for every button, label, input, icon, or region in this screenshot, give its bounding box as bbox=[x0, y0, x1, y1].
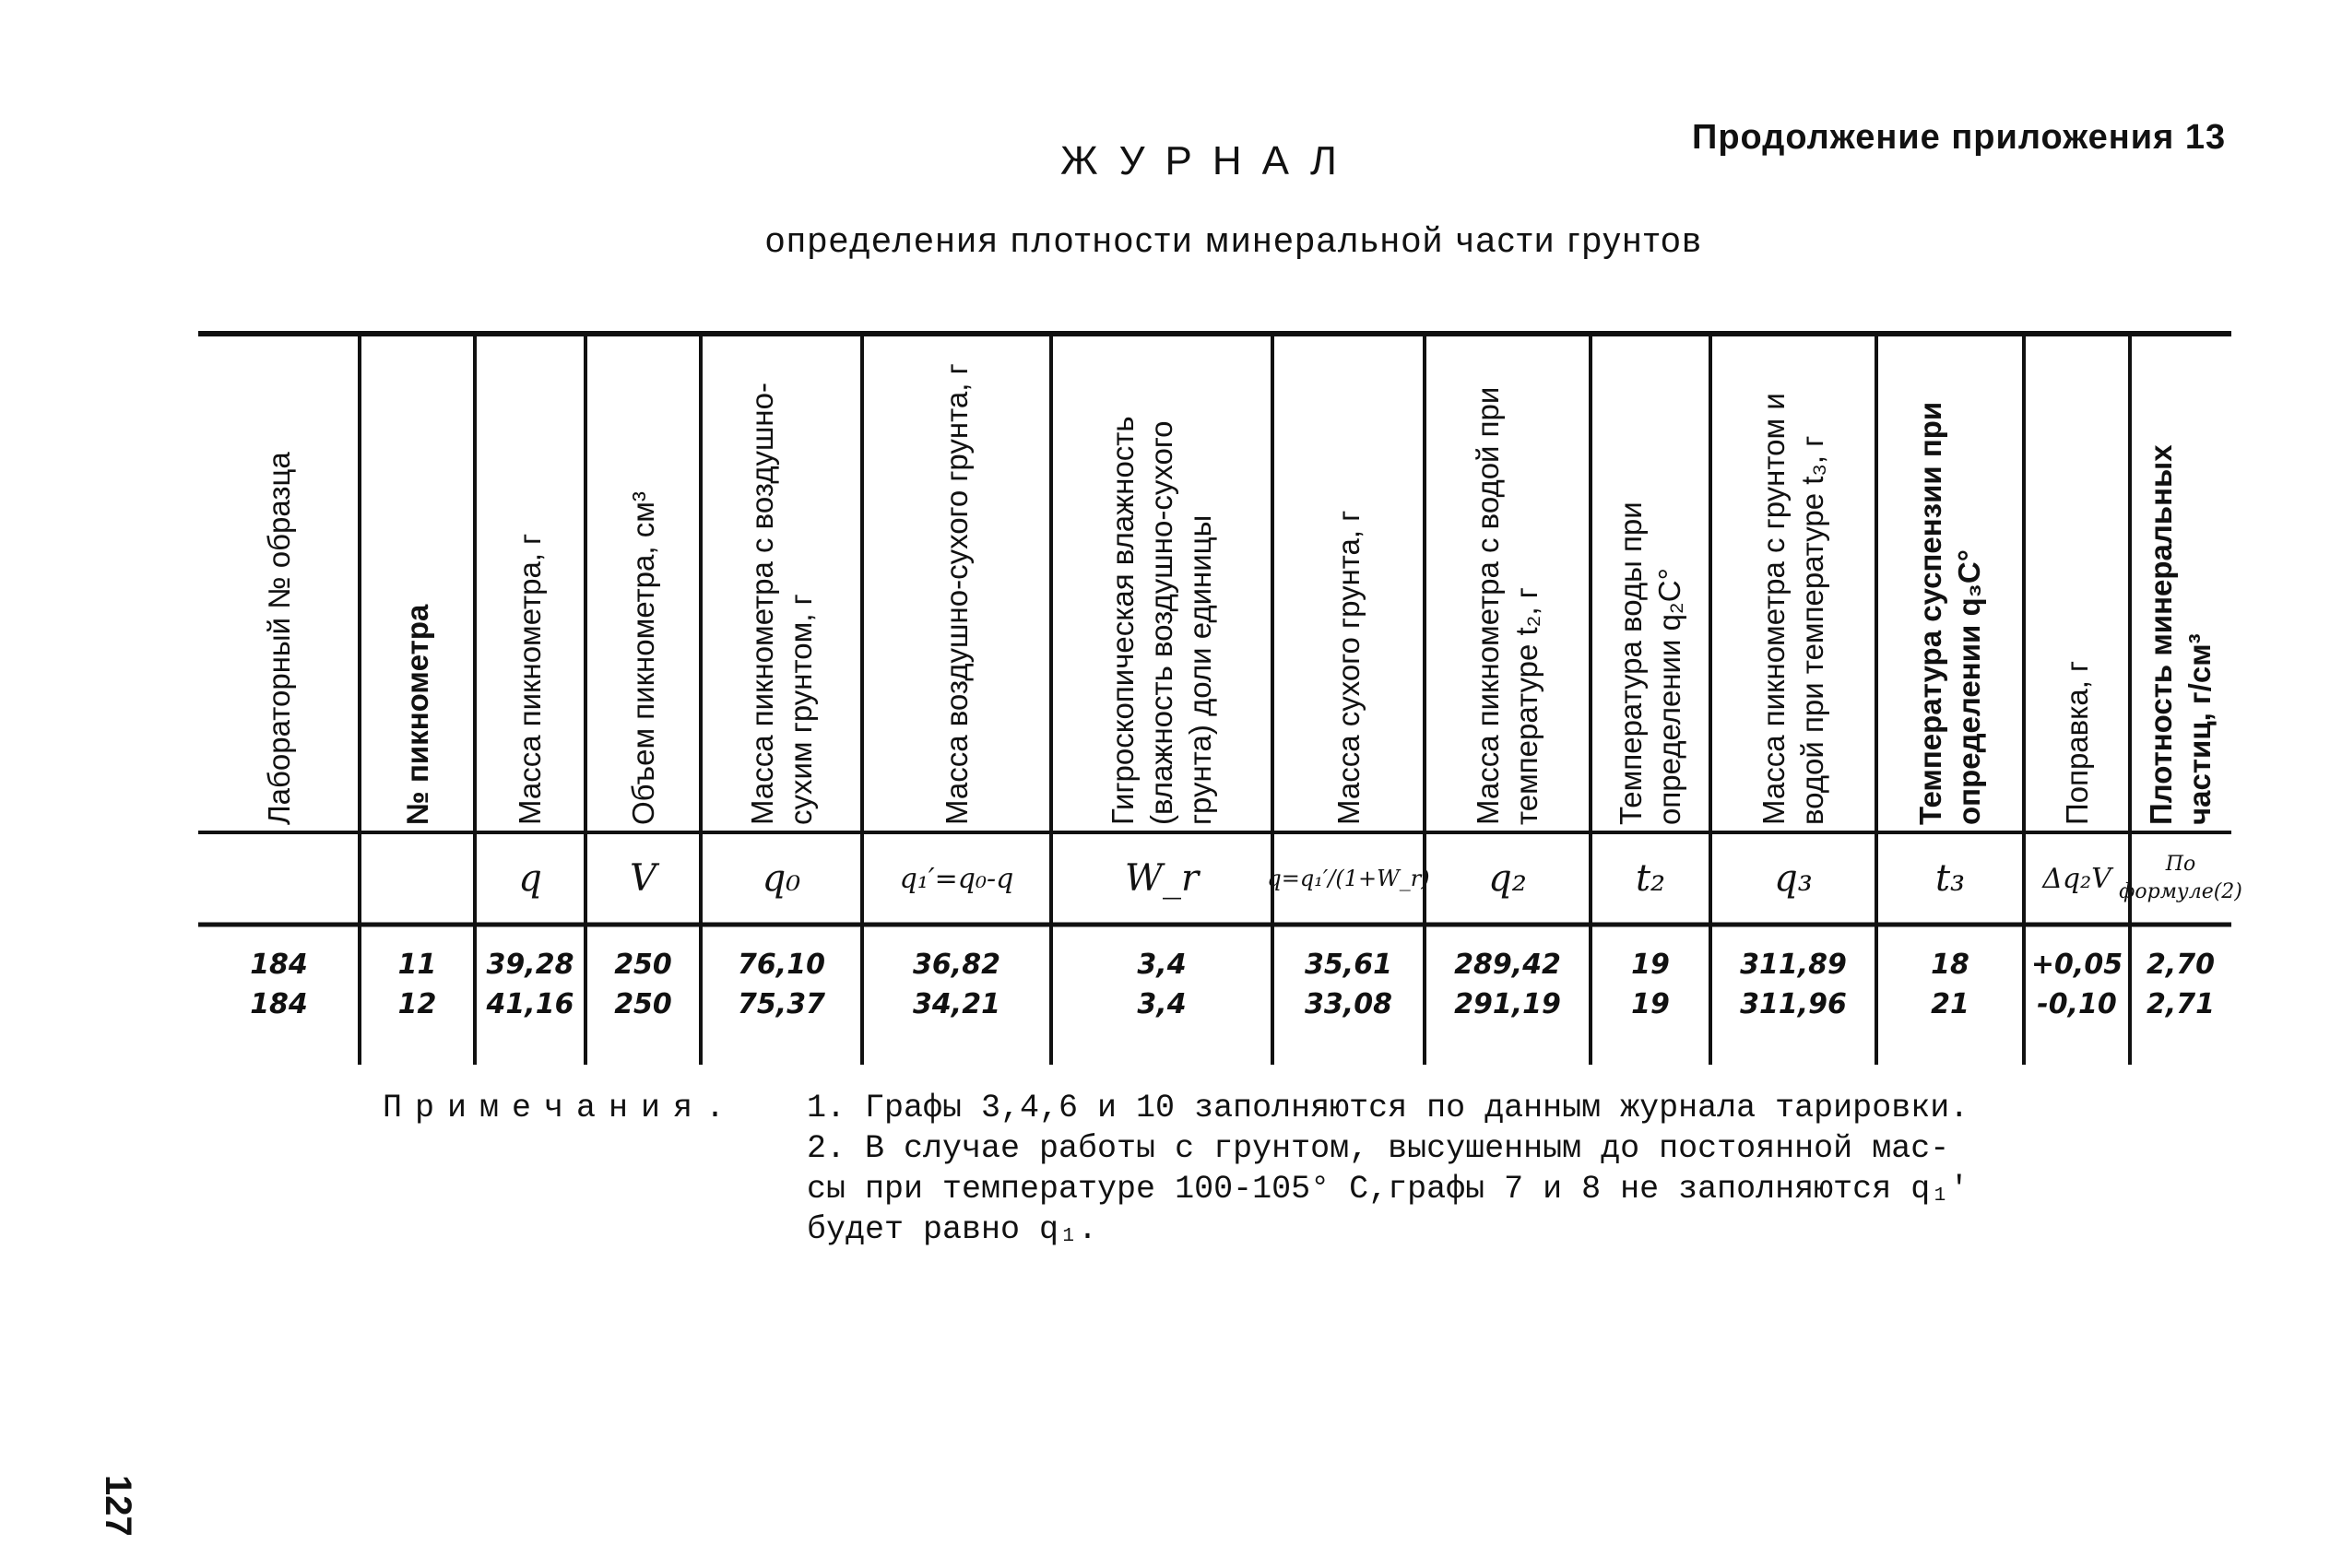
table-cell: 2,71 bbox=[2146, 987, 2216, 1020]
table-cell: 289,42 bbox=[1454, 948, 1561, 981]
table-cell: +0,05 bbox=[2030, 948, 2123, 981]
table-cell: 184 bbox=[250, 987, 308, 1020]
table-cell: 311,89 bbox=[1740, 948, 1847, 981]
table-cell: 33,08 bbox=[1305, 987, 1392, 1020]
table-cell: -0,10 bbox=[2037, 987, 2117, 1020]
col-symbol-correction: Δq₂V bbox=[2042, 862, 2111, 895]
table-cell: 12 bbox=[397, 987, 437, 1020]
appendix-label: Продолжение приложения 13 bbox=[1692, 118, 2227, 157]
table-cell: 184 bbox=[250, 948, 308, 981]
notes-line: будет равно q₁. bbox=[807, 1211, 1098, 1248]
col-header-correction: Поправка, г bbox=[2059, 660, 2094, 825]
journal-title: ЖУРНАЛ bbox=[1060, 138, 1357, 183]
table-cell: 3,4 bbox=[1137, 987, 1187, 1020]
col-symbol-dry-formula: q=q₁′/(1+W_r) bbox=[1267, 866, 1430, 891]
table-cell: 75,37 bbox=[738, 987, 825, 1020]
col-header-air-dry-soil-mass: Масса воздушно-сухого грунта, г bbox=[939, 363, 974, 825]
col-header-sample-no: Лабораторный № образца bbox=[261, 452, 296, 825]
col-symbol-v: V bbox=[630, 857, 656, 900]
col-symbol-t2: t₂ bbox=[1635, 857, 1666, 900]
table-cell: 19 bbox=[1631, 987, 1670, 1020]
notes-line: 1. Графы 3,4,6 и 10 заполняются по данным журнала тарировки. bbox=[807, 1090, 1969, 1126]
journal-subtitle: определения плотности минеральной части грунтов bbox=[765, 221, 1703, 260]
col-symbol-q0: q₀ bbox=[762, 857, 801, 900]
table-cell: 21 bbox=[1931, 987, 1969, 1020]
table-cell: 18 bbox=[1931, 948, 1969, 981]
table-cell: 291,19 bbox=[1454, 987, 1561, 1020]
col-symbol-q1: q₁′=q₀-q bbox=[899, 862, 1014, 895]
table-cell: 41,16 bbox=[486, 987, 574, 1020]
col-header-water-temperature: Температура воды при определении q₂C° bbox=[1614, 501, 1686, 825]
table-cell: 250 bbox=[614, 948, 672, 981]
col-symbol-q2: q₂ bbox=[1488, 857, 1527, 900]
notes-line: 2. В случае работы с грунтом, высушенным до постоянной мас- bbox=[807, 1130, 1950, 1167]
page-number: 127 bbox=[98, 1475, 138, 1537]
table-cell: 39,28 bbox=[486, 948, 574, 981]
table-cell: 34,21 bbox=[913, 987, 1000, 1020]
col-header-pycnometer-volume: Объем пикнометра, см³ bbox=[625, 491, 660, 825]
notes-line: сы при температуре 100-105° С,графы 7 и 8 не заполняются q₁′ bbox=[807, 1171, 1969, 1208]
table-cell: 3,4 bbox=[1137, 948, 1187, 981]
table-cell: 311,96 bbox=[1740, 987, 1847, 1020]
col-header-dry-soil-mass: Масса сухого грунта, г bbox=[1331, 510, 1366, 825]
table-cell: 36,82 bbox=[913, 948, 1000, 981]
col-header-hygroscopic-moisture: Гигроскопическая влажность (влажность воздушно-сухого грунта) доли единицы bbox=[1106, 416, 1217, 825]
col-header-mass-with-water: Масса пикнометра с водой при температуре t₂, г bbox=[1471, 386, 1543, 825]
col-symbol-q3: q₃ bbox=[1774, 857, 1813, 900]
col-header-mass-with-air-dry-soil: Масса пикнометра с воздушно-сухим грунтом, г bbox=[744, 383, 818, 825]
table-cell: 35,61 bbox=[1305, 948, 1392, 981]
notes-label: Примечания. bbox=[383, 1090, 739, 1126]
col-symbol-wr: W_r bbox=[1124, 857, 1200, 900]
table-cell: 76,10 bbox=[738, 948, 825, 981]
table-cell: 19 bbox=[1631, 948, 1670, 981]
col-symbol-formula: По формуле(2) bbox=[2119, 853, 2242, 903]
col-header-suspension-temperature: Температура суспензии при определении q₃C° bbox=[1913, 401, 1986, 825]
col-symbol-t3: t₃ bbox=[1934, 857, 1966, 900]
table-cell: 250 bbox=[614, 987, 672, 1020]
col-header-particle-density: Плотность минеральных частиц, г/см³ bbox=[2144, 444, 2217, 825]
table-cell: 11 bbox=[397, 948, 437, 981]
table-cell: 2,70 bbox=[2146, 948, 2216, 981]
col-header-pycnometer-mass: Масса пикнометра, г bbox=[513, 533, 547, 825]
col-header-pycnometer-no: № пикнометра bbox=[399, 604, 434, 825]
col-header-mass-with-soil-and-water: Масса пикнометра с грунтом и водой при температуре t₃, г bbox=[1756, 393, 1829, 825]
col-symbol-q: q bbox=[518, 857, 542, 900]
